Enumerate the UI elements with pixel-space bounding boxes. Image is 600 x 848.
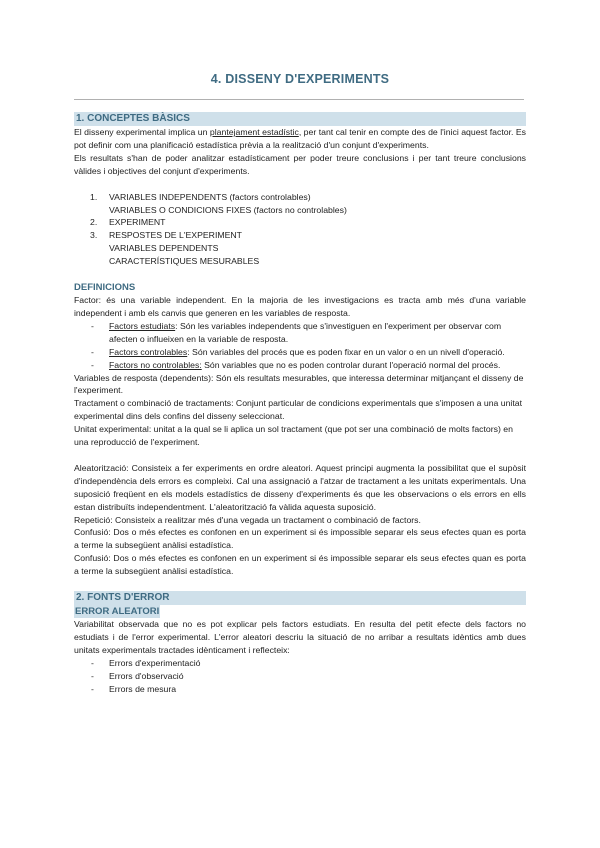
plantejament-link: plantejament estadístic — [209, 127, 299, 137]
factors-list — [74, 320, 526, 372]
document-title: 4. DISSENY D'EXPERIMENTS — [210, 72, 390, 86]
tractament-definition: Tractament o combinació de tractaments: Conjunt particular de condicions experimentals que s'imposen a una unitat experimental dins dels confins del disseny seleccionat. — [74, 398, 523, 422]
list-item: 1. VARIABLES INDEPENDENTS (factors controlables) VARIABLES O CONDICIONS FIXES (factors no controlables) — [90, 191, 347, 215]
confusio-definition-2: Confusió: Dos o més efectes es confonen en un experiment si és impossible separar els seus efectes quan es porta a terme la subsegüent anàlisi estadística. — [74, 553, 526, 577]
error-aleatori-text: Variabilitat observada que no es pot explicar pels factors estudiats. En resulta del petit efecte dels factors no estudiats i de l'error experimental. L'error aleatori descriu la situació de no arribar a resultats idèntics amb dues unitats experimentals tractades idènticament i reflecteix: — [74, 619, 526, 655]
error-aleatori-heading: ERROR ALEATORI — [75, 606, 160, 618]
list-item: - Factors estudiats: Són les variables independents que s'investiguen en l'experiment per observar com afecten o influeixen en la variable de resposta. — [74, 320, 526, 346]
factor-definition: Factor: és una variable independent. En la majoria de les investigacions es tracta amb més d'una variable independent i amb els canvis que generen en les variables de resposta. — [74, 295, 526, 318]
unitat-definition: Unitat experimental: unitat a la qual se li aplica un sol tractament (que pot ser una combinació de molts factors) en una reproducció de l'experiment. — [74, 424, 513, 448]
definicions-heading: DEFINICIONS — [74, 282, 136, 294]
repeticio-definition: Repetició: Consisteix a realitzar més d'una vegada un tractament o combinació de factors. — [74, 514, 421, 525]
intro-paragraph: El disseny experimental implica un plantejament estadístic, per tant cal tenir en compte des de l'inici aquest factor. Es pot definir com una planificació estadística prèvia a la realització d'un conjunt d'experiments. — [74, 127, 527, 150]
intro-paragraph-2: Els resultats s'han de poder analitzar estadísticament per poder treure conclusions i per tant treure conclusions vàlides i objectives del conjunt d'experiments. — [74, 152, 526, 176]
list-item: - Errors d'observació — [74, 670, 526, 683]
list-item: 3. RESPOSTES DE L'EXPERIMENT VARIABLES DEPENDENTS CARACTERÍSTIQUES MESURABLES — [90, 230, 260, 267]
errors-list — [74, 657, 526, 696]
list-item: - Errors de mesura — [74, 683, 526, 696]
section-heading-fonts: 2. FONTS D'ERROR — [74, 591, 526, 605]
confusio-definition: Confusió: Dos o més efectes es confonen en un experiment si és impossible separar els seus efectes quan es porta a terme la subsegüent anàlisi estadística. — [74, 527, 526, 551]
document-body — [74, 112, 526, 696]
list-item: - Errors d'experimentació — [74, 657, 526, 670]
list-item: - Factors no controlables: Són variables que no es poden controlar durant l'operació normal del procés. — [74, 359, 526, 372]
resposta-definition: Variables de resposta (dependents): Són els resultats mesurables, que interessa determinar mitjançant el disseny de l'experiment. — [74, 372, 524, 396]
list-item: 2. EXPERIMENT — [90, 217, 166, 228]
title-divider — [74, 99, 524, 100]
list-item: - Factors controlables: Són variables del procés que es poden fixar en un valor o en un nivell d'operació. — [74, 346, 526, 359]
aleatoritzacio-definition: Aleatorització: Consisteix a fer experiments en ordre aleatori. Aquest principi augmenta la possibilitat que el supòsit d'independència dels errors es compleixi. Cal una assignació a l'atzar de tractament a les unitats experimentals. Una suposició freqüent en els models estadístics de disseny d'experiments és que les observacions o els errors en ells estan distribuïts independentment. L'aleatorització fa vàlida aquesta suposició. — [74, 462, 526, 512]
numbered-list — [74, 191, 526, 268]
section-heading-conceptes: 1. CONCEPTES BÀSICS — [74, 112, 526, 126]
